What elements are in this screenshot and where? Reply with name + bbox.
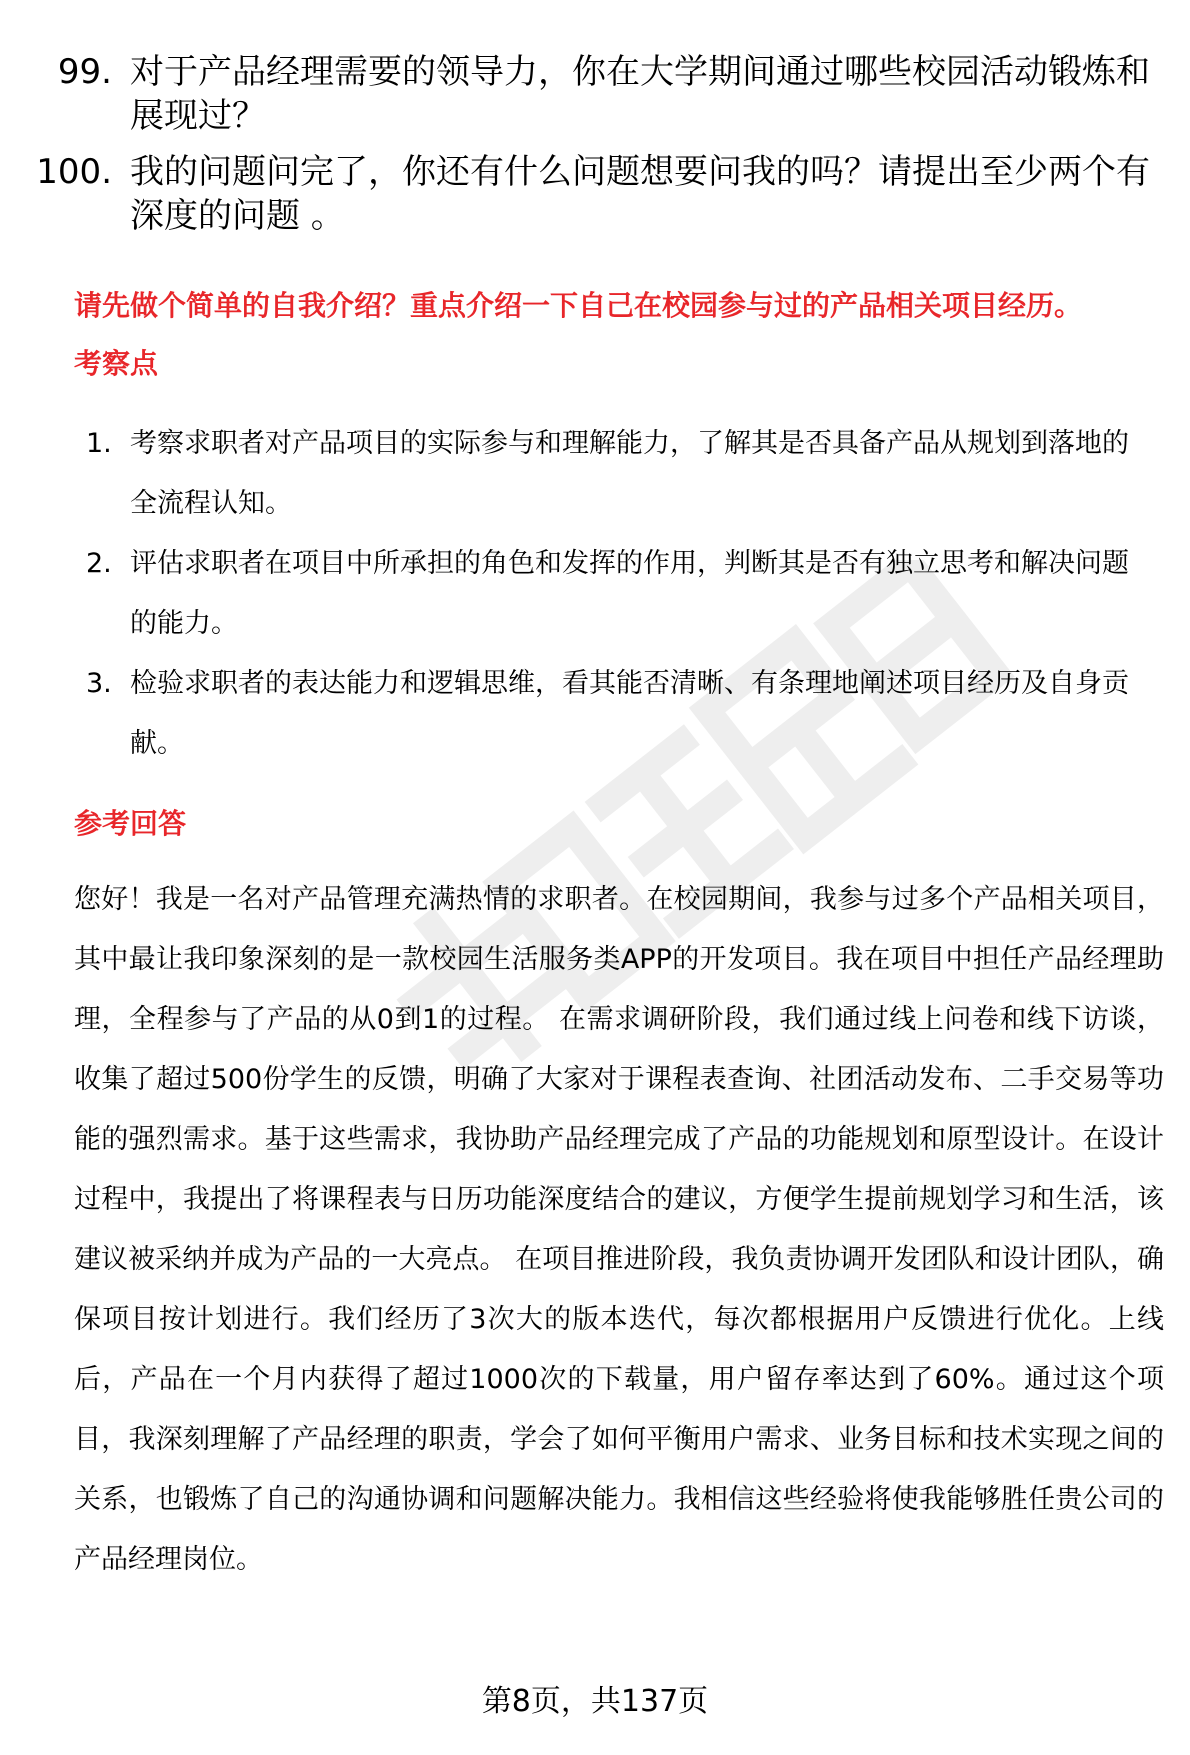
- examine-points-list: [0, 414, 1190, 774]
- list-item-number: 2.: [86, 548, 112, 579]
- question-item-100: [0, 150, 1190, 238]
- main-question-heading: 请先做个简单的自我介绍？重点介绍一下自己在校园参与过的产品相关项目经历。: [74, 289, 1083, 322]
- list-item-text: 评估求职者在项目中所承担的角色和发挥的作用，判断其是否有独立思考和解决问题的能力。: [130, 548, 1129, 639]
- list-item: [0, 414, 1190, 534]
- question-number: 100.: [36, 152, 112, 192]
- question-item-99: [0, 50, 1190, 138]
- question-text: 我的问题问完了，你还有什么问题想要问我的吗？请提出至少两个有深度的问题 。: [130, 152, 1150, 236]
- question-list: [0, 50, 1190, 250]
- question-text: 对于产品经理需要的领导力，你在大学期间通过哪些校园活动锻炼和展现过？: [130, 52, 1150, 136]
- list-item-text: 检验求职者的表达能力和逻辑思维，看其能否清晰、有条理地阐述项目经历及自身贡献。: [130, 668, 1129, 759]
- question-number: 99.: [57, 52, 112, 92]
- reference-answer-heading: 参考回答: [74, 807, 187, 840]
- examine-points-heading: 考察点: [74, 347, 159, 380]
- list-item-number: 1.: [86, 428, 112, 459]
- list-item-text: 考察求职者对产品项目的实际参与和理解能力，了解其是否具备产品从规划到落地的全流程认知。: [130, 428, 1129, 519]
- list-item: [0, 654, 1190, 774]
- reference-answer-text: 您好！我是一名对产品管理充满热情的求职者。在校园期间，我参与过多个产品相关项目，其中最让我印象深刻的是一款校园生活服务类APP的开发项目。我在项目中担任产品经理助理，全程参与了产品的从0到1的过程。 在需求调研阶段，我们通过线上问卷和线下访谈，收集了超过500份学生的反馈，明确了大家对于课程表查询、社团活动发布、二手交易等功能的强烈需求。基于这些需求，我协助产品经理完成了产品的功能规划和原型设计。在设计过程中，我提出了将课程表与日历功能深度结合的建议，方便学生提前规划学习和生活，该建议被采纳并成为产品的一大亮点。 在项目推进阶段，我负责协调开发团队和设计团队，确保项目按计划进行。我们经历了3次大的版本迭代，每次都根据用户反馈进行优化。上线后，产品在一个月内获得了超过1000次的下载量，用户留存率达到了60%。通过这个项目，我深刻理解了产品经理的职责，学会了如何平衡用户需求、业务目标和技术实现之间的关系，也锻炼了自己的沟通协调和问题解决能力。我相信这些经验将使我能够胜任贵公司的产品经理岗位。: [74, 884, 1164, 1575]
- list-item: [0, 534, 1190, 654]
- page-number-footer: 第8页，共137页: [481, 1684, 709, 1719]
- list-item-number: 3.: [86, 668, 112, 699]
